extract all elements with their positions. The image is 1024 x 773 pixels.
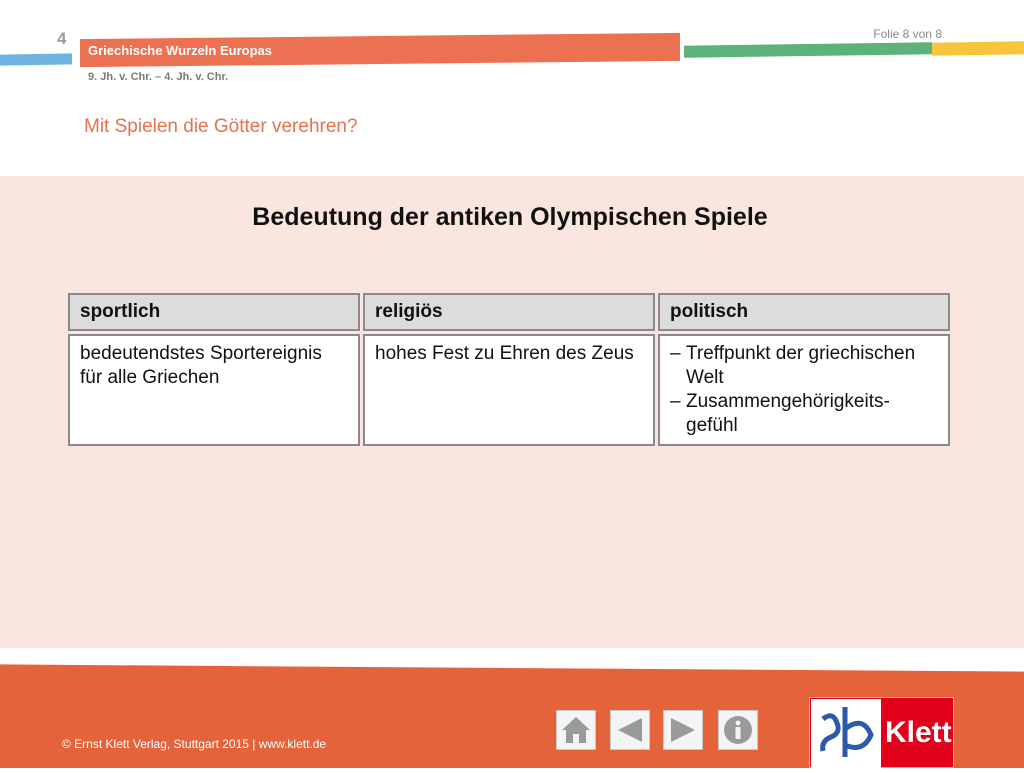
slide-counter: Folie 8 von 8: [873, 27, 942, 41]
arrow-right-icon: [667, 715, 699, 745]
politisch-list: [670, 342, 938, 438]
klett-emblem-icon: [811, 699, 881, 768]
cell-sportlich: bedeutendstes Sportereignis für alle Griechen: [68, 334, 360, 446]
topic-heading: Mit Spielen die Götter verehren?: [84, 116, 358, 137]
chapter-number: 4: [57, 29, 67, 48]
list-item: – Zusammengehörigkeits-gefühl: [670, 390, 938, 438]
next-slide-button[interactable]: [663, 710, 703, 750]
period-label: 9. Jh. v. Chr. – 4. Jh. v. Chr.: [88, 71, 229, 83]
header-stripe-blue: [0, 53, 72, 65]
meaning-table: [65, 290, 953, 449]
klett-logo-emblem: [811, 699, 881, 768]
chapter-title: Griechische Wurzeln Europas: [88, 43, 272, 58]
klett-logo[interactable]: [809, 697, 954, 768]
table-row: [68, 334, 950, 446]
cell-religioes: hohes Fest zu Ehren des Zeus: [363, 334, 655, 446]
header-stripe-yellow: [932, 41, 1024, 56]
home-button[interactable]: [556, 710, 596, 750]
table-header-row: [68, 293, 950, 331]
column-header-politisch: politisch: [658, 293, 950, 331]
list-item: – Treffpunkt der griechischen Welt: [670, 342, 938, 390]
copyright-text: © Ernst Klett Verlag, Stuttgart 2015 | www.klett.de: [62, 737, 327, 751]
klett-logo-text: Klett: [885, 716, 952, 749]
column-header-religioes: religiös: [363, 293, 655, 331]
cell-politisch: [658, 334, 950, 446]
arrow-left-icon: [614, 715, 646, 745]
info-button[interactable]: [718, 710, 758, 750]
content-title: Bedeutung der antiken Olympischen Spiele: [252, 203, 768, 231]
home-icon: [560, 715, 592, 745]
column-header-sportlich: sportlich: [68, 293, 360, 331]
info-icon: [722, 714, 754, 746]
previous-slide-button[interactable]: [610, 710, 650, 750]
header-stripe-green: [684, 42, 932, 57]
